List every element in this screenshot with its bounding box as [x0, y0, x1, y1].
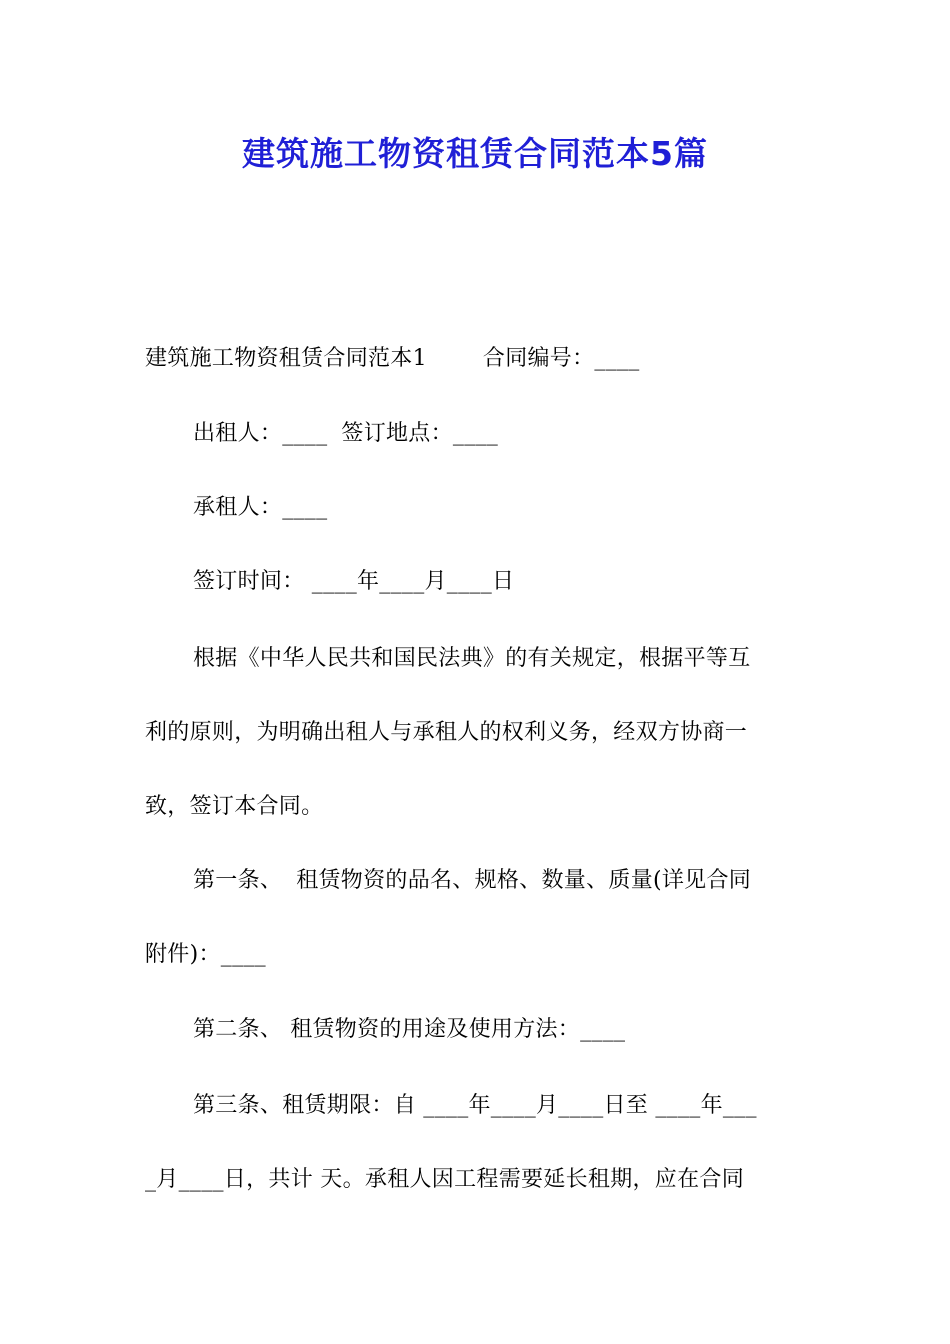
article-2-line	[193, 1015, 810, 1045]
contract-number: 合同编号：____	[482, 346, 640, 371]
signing-place-field: 签订地点：____	[341, 421, 499, 446]
paragraph-line-9: 附件)：____	[145, 942, 266, 967]
signing-time-field: 签订时间： ____年____月____日	[193, 569, 515, 594]
template-name: 建筑施工物资租赁合同范本1	[145, 346, 427, 371]
article-1-text: 租赁物资的品名、规格、数量、质量(详见合同	[296, 868, 752, 893]
document-title: 建筑施工物资租赁合同范本5篇	[242, 134, 708, 173]
lessor-field: 出租人：____	[193, 421, 328, 446]
article-2-text: 租赁物资的用途及使用方法：____	[290, 1017, 626, 1042]
paragraph-line-12: _月____日，共计 天。承租人因工程需要延长租期，应在合同	[145, 1167, 744, 1192]
article-1-number: 第一条、	[193, 868, 283, 893]
article-3-line: 第三条、租赁期限：自 ____年____月____日至 ____年___	[193, 1093, 757, 1118]
paragraph-line-5: 根据《中华人民共和国民法典》的有关规定，根据平等互	[193, 646, 751, 671]
paragraph-line-1	[145, 344, 810, 374]
paragraph-line-6: 利的原则，为明确出租人与承租人的权利义务，经双方协商一	[145, 720, 748, 745]
article-1-line	[193, 866, 810, 896]
paragraph-line-7: 致，签订本合同。	[145, 794, 324, 819]
article-2-number: 第二条、	[193, 1017, 283, 1042]
paragraph-line-2	[193, 419, 810, 449]
lessee-field: 承租人：____	[193, 495, 328, 520]
